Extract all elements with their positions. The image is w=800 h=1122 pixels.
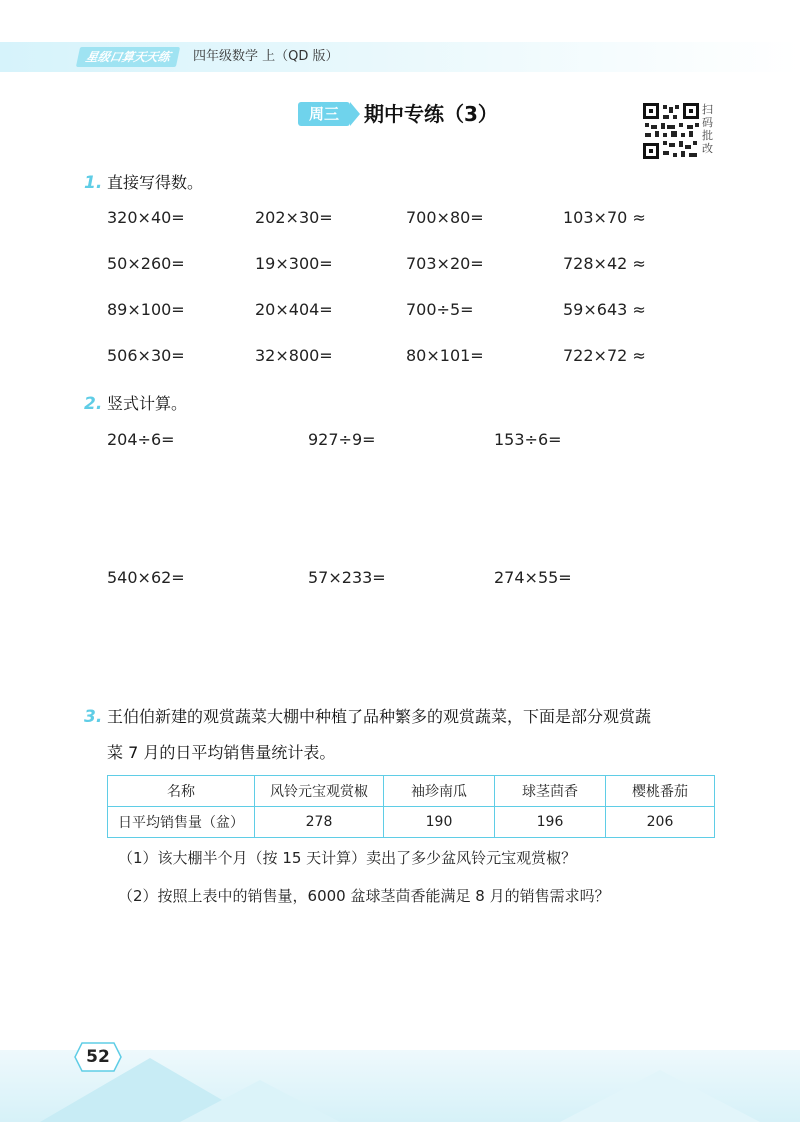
scan-char: 改 bbox=[702, 142, 713, 155]
q1-expression: 103×70 ≈ bbox=[563, 208, 646, 227]
page-number: 52 bbox=[86, 1047, 110, 1067]
q1-expression: 703×20= bbox=[406, 254, 484, 273]
table-header-cell: 袖珍南瓜 bbox=[384, 776, 495, 807]
table-header-cell: 球茎茴香 bbox=[495, 776, 606, 807]
qr-code-icon[interactable] bbox=[643, 103, 699, 159]
q1-prompt: 直接写得数。 bbox=[107, 173, 204, 192]
q2-number: 2. bbox=[84, 394, 103, 414]
subject-label: 四年级数学 上（QD 版） bbox=[193, 49, 339, 64]
table-header-cell: 樱桃番茄 bbox=[606, 776, 715, 807]
q1-expression: 700÷5= bbox=[406, 300, 474, 319]
q1-expression: 722×72 ≈ bbox=[563, 346, 646, 365]
q3-number: 3. bbox=[84, 707, 103, 727]
q2-expression: 153÷6= bbox=[494, 430, 562, 449]
table-header-cell: 风铃元宝观赏椒 bbox=[255, 776, 384, 807]
q1-expression: 320×40= bbox=[107, 208, 185, 227]
q1-expression: 80×101= bbox=[406, 346, 484, 365]
table-cell: 196 bbox=[495, 807, 606, 838]
q2-prompt: 竖式计算。 bbox=[107, 394, 188, 413]
scan-char: 码 bbox=[702, 116, 713, 129]
page-title: 期中专练（3） bbox=[364, 102, 498, 126]
q3-text-line1: 王伯伯新建的观赏蔬菜大棚中种植了品种繁多的观赏蔬菜，下面是部分观赏蔬 bbox=[107, 707, 652, 726]
q1-expression: 19×300= bbox=[255, 254, 333, 273]
sales-table bbox=[107, 775, 715, 838]
q2-expression: 274×55= bbox=[494, 568, 572, 587]
q1-expression: 89×100= bbox=[107, 300, 185, 319]
q1-expression: 728×42 ≈ bbox=[563, 254, 646, 273]
q2-expression: 927÷9= bbox=[308, 430, 376, 449]
q1-expression: 50×260= bbox=[107, 254, 185, 273]
table-cell: 278 bbox=[255, 807, 384, 838]
q3-subquestion-2: （2）按照上表中的销售量，6000 盆球茎茴香能满足 8 月的销售需求吗？ bbox=[118, 887, 610, 905]
table-cell: 日平均销售量（盆） bbox=[108, 807, 255, 838]
q1-expression: 202×30= bbox=[255, 208, 333, 227]
q3-subquestion-1: （1）该大棚半个月（按 15 天计算）卖出了多少盆风铃元宝观赏椒？ bbox=[118, 849, 577, 867]
table-header-cell: 名称 bbox=[108, 776, 255, 807]
day-badge-arrow bbox=[350, 102, 360, 126]
q1-expression: 20×404= bbox=[255, 300, 333, 319]
q2-expression: 57×233= bbox=[308, 568, 386, 587]
q1-expression: 32×800= bbox=[255, 346, 333, 365]
table-cell: 190 bbox=[384, 807, 495, 838]
q1-number: 1. bbox=[84, 173, 103, 193]
brand-label: 星级口算天天练 bbox=[76, 47, 180, 67]
q2-expression: 204÷6= bbox=[107, 430, 175, 449]
scan-text bbox=[702, 103, 716, 155]
q2-expression: 540×62= bbox=[107, 568, 185, 587]
day-badge: 周三 bbox=[298, 102, 350, 126]
scan-char: 扫 bbox=[702, 103, 713, 116]
q3-text-line2: 菜 7 月的日平均销售量统计表。 bbox=[107, 743, 336, 762]
scan-char: 批 bbox=[702, 129, 713, 142]
table-header-row bbox=[108, 776, 715, 807]
q1-expression: 59×643 ≈ bbox=[563, 300, 646, 319]
table-cell: 206 bbox=[606, 807, 715, 838]
q1-expression: 700×80= bbox=[406, 208, 484, 227]
table-row bbox=[108, 807, 715, 838]
q1-expression: 506×30= bbox=[107, 346, 185, 365]
